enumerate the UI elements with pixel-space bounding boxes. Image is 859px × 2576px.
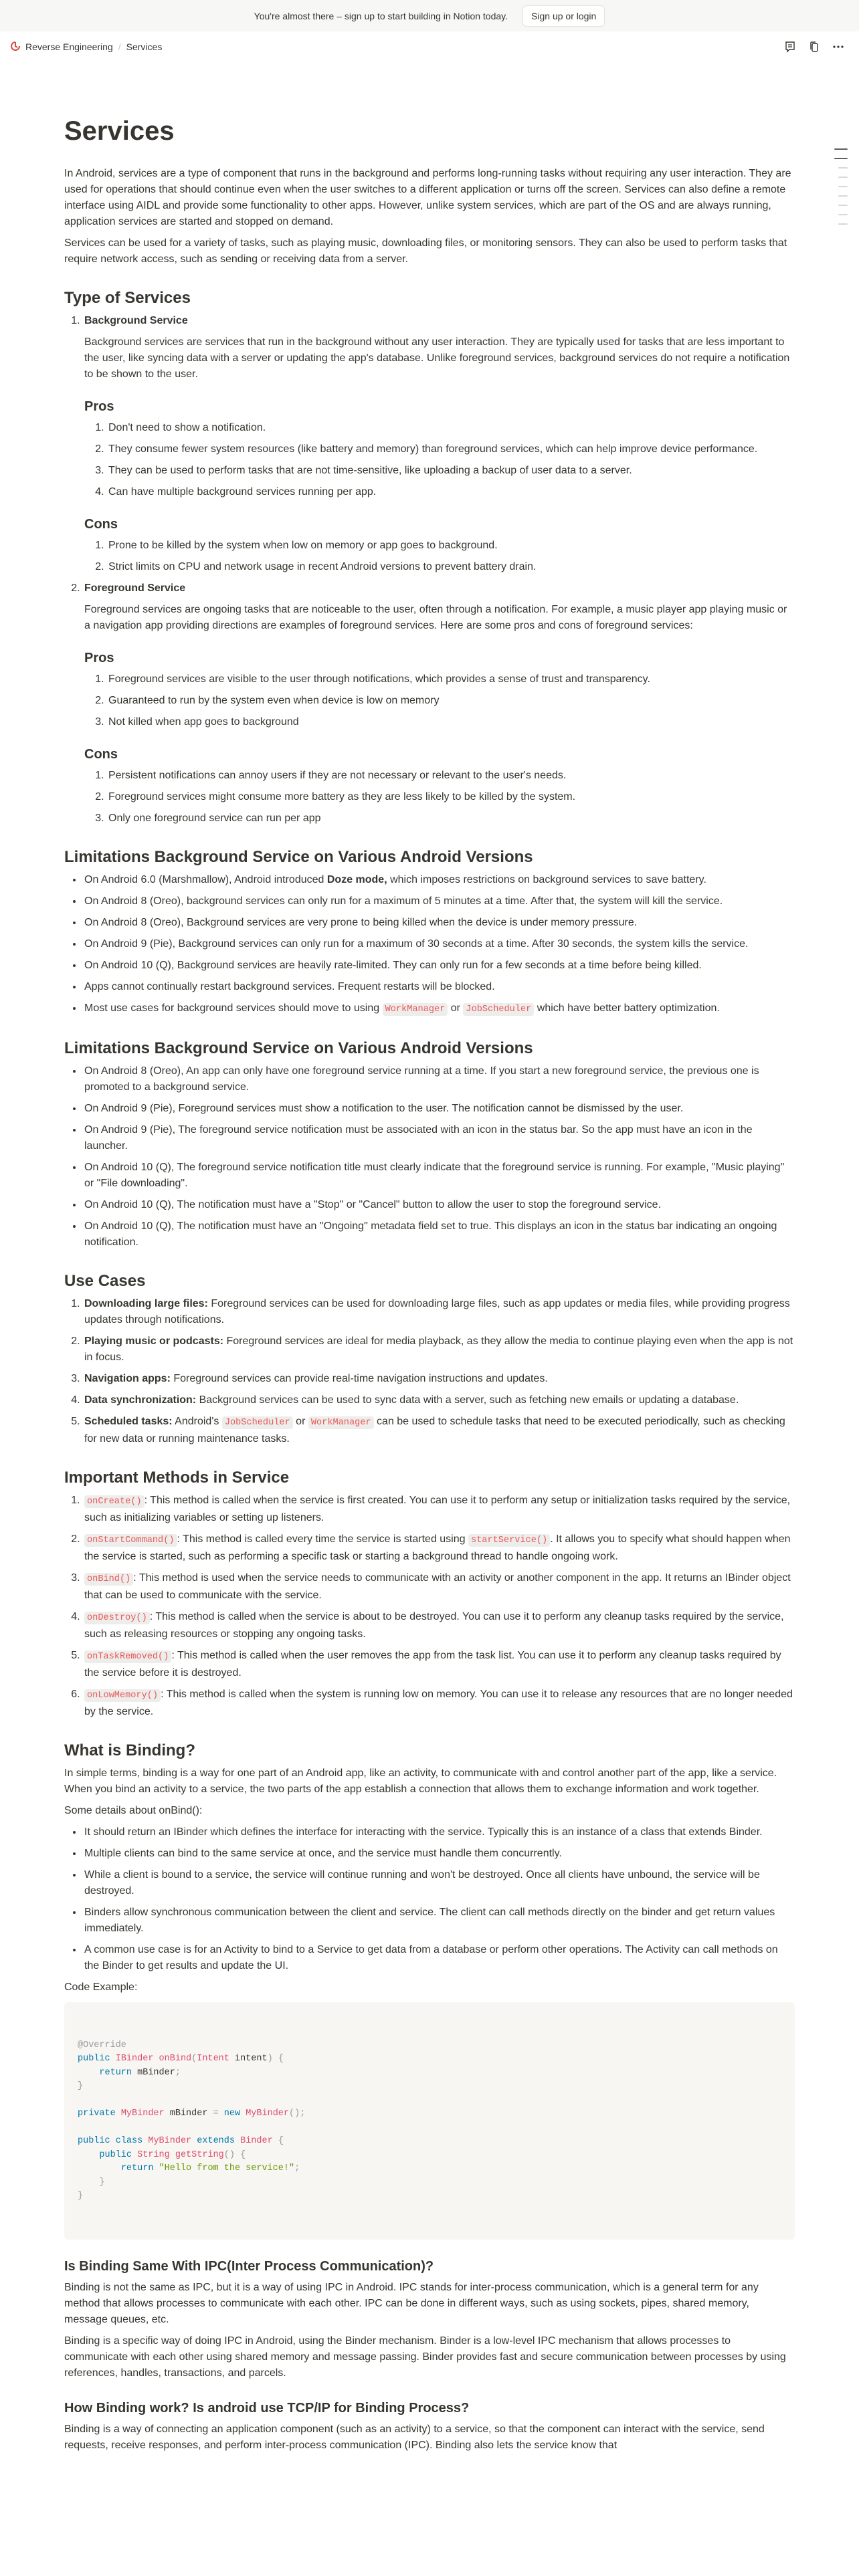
list-item <box>83 1824 795 1840</box>
list-item-text <box>84 1298 790 1325</box>
code-token <box>78 2163 121 2173</box>
inline-code: JobScheduler <box>463 1003 534 1016</box>
text-run: : This method is called when the service is first created. You can use it to perform any setup or initialization tasks required by the service, such as initializing variables or setting up listeners. <box>84 1495 791 1523</box>
paragraph <box>64 1979 795 1996</box>
inline-code: onDestroy() <box>84 1612 150 1624</box>
code-line <box>78 2135 773 2149</box>
code-token <box>273 2136 278 2146</box>
text-run: While a client is bound to a service, the service will continue running and won't be destroyed. Once all clients have unbound, the service will be destroyed. <box>84 1869 760 1897</box>
code-token: { <box>278 2054 284 2064</box>
code-token: { <box>240 2149 246 2160</box>
list-item <box>83 1905 795 1937</box>
list-item-text <box>84 1162 784 1189</box>
code-token: mBinder <box>164 2109 213 2119</box>
numbered-list <box>88 538 795 575</box>
code-token: String <box>137 2149 170 2160</box>
list-item-text <box>84 1103 683 1114</box>
code-token: MyBinder <box>246 2109 290 2119</box>
list-item-text <box>84 1572 791 1601</box>
list-item-text <box>108 791 575 802</box>
list-item <box>83 872 795 888</box>
list-item-text <box>84 1907 775 1934</box>
text-run: which imposes restrictions on background services to save battery. <box>387 874 706 885</box>
list-item <box>83 580 795 827</box>
code-token: new <box>223 2109 241 2119</box>
bulleted-list <box>64 1063 795 1251</box>
inline-code: onStartCommand() <box>84 1534 177 1547</box>
list-item <box>83 1000 795 1018</box>
list-item <box>83 313 795 575</box>
list-item-text <box>108 813 321 824</box>
text-run: Persistent notifications can annoy users if they are not necessary or relevant to the user's needs. <box>108 770 567 781</box>
code-token: ( <box>191 2054 197 2064</box>
list-item-text <box>84 1944 778 1971</box>
text-run: On Android 8 (Oreo), Background services are very prone to being killed when the device is under memory pressure. <box>84 917 638 928</box>
code-line <box>78 2080 773 2094</box>
text-run: Guaranteed to run by the system even when device is low on memory <box>108 695 440 706</box>
list-item-text <box>108 716 299 728</box>
text-run: : This method is called when the user removes the app from the task list. You can use it to perform any cleanup tasks required by the service before it is destroyed. <box>84 1650 781 1679</box>
text-run: : This method is called every time the service is started using <box>177 1533 468 1545</box>
code-token: public <box>78 2136 110 2146</box>
code-token: return <box>120 2163 154 2173</box>
bold-text: Playing music or podcasts: <box>84 1335 224 1347</box>
list-item-text <box>84 895 723 907</box>
toc-line[interactable] <box>838 205 848 206</box>
code-token: mBinder <box>132 2067 175 2078</box>
bold-text: Background Service <box>84 315 188 326</box>
numbered-list <box>64 313 795 827</box>
text-run: On Android 10 (Q), Background services are heavily rate-limited. They can only run for a few seconds at a time before being killed. <box>84 960 702 971</box>
text-run: On Android 9 (Pie), Background services can only run for a maximum of 30 seconds at a time. After 30 seconds, the system kills the service. <box>84 938 749 950</box>
text-run: Don't need to show a notification. <box>108 422 266 433</box>
list-item-text <box>84 917 637 928</box>
list-item-text <box>84 1848 562 1859</box>
comment-icon[interactable] <box>783 39 797 54</box>
code-token <box>78 2150 99 2160</box>
list-item <box>107 671 795 687</box>
top-bar <box>0 31 859 62</box>
code-token <box>132 2150 137 2160</box>
text-run: A common use case is for an Activity to bind to a Service to get data from a database or perform other operations. The Activity can call methods on the Binder to get results and update the UI. <box>84 1944 778 1971</box>
text-run: : This method is used when the service needs to communicate with an activity or another component in the app. It returns an IBinder object that can be used to communicate with the service. <box>84 1572 791 1601</box>
list-item <box>83 936 795 952</box>
signup-login-button[interactable]: Sign up or login <box>522 5 605 27</box>
code-token: { <box>278 2136 284 2146</box>
list-item <box>83 1296 795 1328</box>
list-item <box>83 1846 795 1862</box>
code-line <box>78 2149 773 2163</box>
numbered-list <box>64 1493 795 1720</box>
code-line <box>78 2107 773 2121</box>
code-line <box>78 2025 773 2039</box>
numbered-list <box>88 768 795 827</box>
paragraph <box>64 2280 795 2328</box>
page-title: Services <box>64 116 175 146</box>
text-run: Foreground services are visible to the user through notifications, which provides a sense of trust and transparency. <box>108 673 650 685</box>
paragraph <box>64 1765 795 1798</box>
list-item-text <box>108 561 536 572</box>
list-item-text <box>84 1533 791 1562</box>
code-line <box>78 2066 773 2080</box>
code-line <box>78 2052 773 2066</box>
list-item <box>107 768 795 784</box>
text-run: Most use cases for background services should move to using <box>84 1002 383 1014</box>
list-item <box>107 714 795 730</box>
text-run: Foreground services are ideal for media playback, as they allow the media to continue playing even when the app is not in focus. <box>84 1335 793 1363</box>
code-token: private <box>78 2109 116 2119</box>
list-item <box>83 1160 795 1192</box>
inline-code: onLowMemory() <box>84 1689 161 1702</box>
text-run: They consume fewer system resources (like battery and memory) than foreground services, which can help improve device performance. <box>108 443 758 455</box>
list-item-text <box>84 1220 777 1248</box>
breadcrumb-separator: / <box>118 41 121 52</box>
list-item <box>83 1392 795 1408</box>
list-item <box>83 893 795 909</box>
list-item <box>83 1867 795 1899</box>
paragraph <box>64 166 795 230</box>
more-icon[interactable] <box>831 39 846 54</box>
code-token <box>235 2150 240 2160</box>
text-run: In simple terms, binding is a way for one part of an Android app, like an activity, to communicate with and control another part of the app, like a service. When you bind an activity to a service, the two parts of the app establish a connection that allows them to exchange information and work together. <box>64 1767 777 1795</box>
code-token: public <box>78 2054 110 2064</box>
section-heading: Pros <box>84 399 114 414</box>
list-item <box>107 420 795 436</box>
breadcrumb <box>9 39 162 53</box>
text-run: Some details about onBind(): <box>64 1805 203 1816</box>
toc-line[interactable] <box>838 223 848 225</box>
toc-line[interactable] <box>838 167 848 169</box>
list-item <box>83 1333 795 1366</box>
text-run: Multiple clients can bind to the same service at once, and the service must handle them concurrently. <box>84 1848 562 1859</box>
code-token <box>219 2109 224 2119</box>
inline-code: JobScheduler <box>222 1416 293 1429</box>
code-line <box>78 2094 773 2108</box>
list-item <box>83 1570 795 1604</box>
banner-text: You're almost there – sign up to start building in Notion today. <box>254 10 508 21</box>
section-heading: Use Cases <box>64 1272 146 1290</box>
code-token: } <box>78 2191 84 2201</box>
list-item-text <box>84 1335 793 1363</box>
li-child-paragraph <box>84 602 795 634</box>
inline-code: onTaskRemoved() <box>84 1650 171 1663</box>
text-run: Foreground services can be used for downloading large files, such as app updates or media files, while providing progress updates through notifications. <box>84 1298 790 1325</box>
list-item <box>83 1122 795 1154</box>
duplicate-icon[interactable] <box>807 39 822 54</box>
text-run: which have better battery optimization. <box>534 1002 720 1014</box>
inline-code: startService() <box>468 1534 550 1547</box>
list-item <box>83 1197 795 1213</box>
toc-line[interactable] <box>834 148 848 150</box>
code-token <box>273 2054 278 2064</box>
list-item <box>83 1101 795 1117</box>
code-line <box>78 2189 773 2204</box>
code-token <box>116 2109 121 2119</box>
list-item <box>107 811 795 827</box>
list-item-text <box>84 874 706 885</box>
code-token: class <box>115 2136 143 2146</box>
list-item-text <box>84 981 495 992</box>
text-run: Binding is a way of connecting an application component (such as an activity) to a service, so that the component can interact with the service, send requests, receive responses, and perform inter-process communication (IPC). Binding also lets the service know that <box>64 2424 765 2451</box>
breadcrumb-page[interactable]: Services <box>126 41 163 52</box>
code-token: MyBinder <box>148 2136 192 2146</box>
paragraph <box>64 2422 795 2454</box>
text-run: On Android 10 (Q), The notification must have an "Ongoing" metadata field set to true. This displays an icon in the status bar indicating an ongoing notification. <box>84 1220 777 1248</box>
code-line <box>78 2204 773 2218</box>
list-item-text <box>108 673 650 685</box>
list-item-text <box>108 465 632 476</box>
code-token: () <box>223 2149 235 2160</box>
code-token: extends <box>197 2136 235 2146</box>
text-run: They can be used to perform tasks that are not time-sensitive, like uploading a backup of user data to a server. <box>108 465 632 476</box>
code-token: (); <box>289 2109 306 2119</box>
code-token <box>170 2150 175 2160</box>
list-item <box>107 484 795 500</box>
text-run: Background services can be used to sync data with a server, such as fetching new emails or updating a database. <box>196 1394 739 1406</box>
breadcrumb-workspace[interactable]: Reverse Engineering <box>25 41 113 52</box>
bold-text: Navigation apps: <box>84 1373 171 1384</box>
list-item <box>107 441 795 457</box>
section-heading: Type of Services <box>64 289 191 307</box>
code-token: getString <box>175 2149 224 2160</box>
inline-code: onCreate() <box>84 1495 145 1508</box>
text-run: On Android 8 (Oreo), An app can only have one foreground service running at a time. If you start a new foreground service, the previous one is promoted to a background service. <box>84 1065 759 1093</box>
code-token: intent <box>229 2054 268 2064</box>
workspace-logo-icon <box>9 39 21 53</box>
list-item-text <box>84 960 702 971</box>
code-token <box>78 2177 99 2187</box>
section-heading: Pros <box>84 651 114 665</box>
bold-text: Scheduled tasks: <box>84 1416 173 1427</box>
text-run: : This method is called when the service is about to be destroyed. You can use it to perform any cleanup tasks required by the service, such as releasing resources or stopping any ongoing tasks. <box>84 1611 784 1640</box>
list-item-text <box>108 695 439 706</box>
code-block[interactable] <box>64 2002 795 2240</box>
list-item <box>83 1942 795 1974</box>
text-run: : This method is called when the system is running low on memory. You can use it to release any resources that are no longer needed by the service. <box>84 1689 793 1717</box>
code-token: ; <box>175 2067 181 2078</box>
text-run: Android's <box>172 1416 222 1427</box>
section-heading: Cons <box>84 747 118 762</box>
text-run: On Android 9 (Pie), The foreground service notification must be associated with an icon in the status bar. So the app must have an icon in the launcher. <box>84 1124 753 1152</box>
text-run: On Android 6.0 (Marshmallow), Android introduced <box>84 874 327 885</box>
bold-text: Data synchronization: <box>84 1394 197 1406</box>
code-token <box>110 2054 116 2064</box>
list-item <box>83 1648 795 1681</box>
code-token: ; <box>294 2163 300 2173</box>
list-item-text <box>84 582 185 594</box>
text-run: Strict limits on CPU and network usage in recent Android versions to prevent battery drain. <box>108 561 537 572</box>
numbered-list <box>88 420 795 500</box>
text-run: On Android 10 (Q), The notification must have a "Stop" or "Cancel" button to allow the user to stop the foreground service. <box>84 1199 662 1210</box>
list-item-text <box>84 1416 785 1444</box>
list-item <box>83 958 795 974</box>
code-token <box>235 2136 240 2146</box>
code-token: } <box>99 2177 105 2187</box>
numbered-list <box>64 1296 795 1447</box>
list-item <box>107 538 795 554</box>
text-run: can be used to schedule tasks that need to be executed periodically, such as checking for new data or running maintenance tasks. <box>84 1416 785 1444</box>
text-run: Foreground services are ongoing tasks that are noticeable to the user, often through a notification. For example, a music player app playing music or a navigation app providing directions are examples of foreground services. Here are some pros and cons of foreground services: <box>84 604 787 631</box>
list-item <box>83 1063 795 1095</box>
list-item <box>83 1493 795 1526</box>
list-item-text <box>108 770 566 781</box>
code-token: = <box>213 2109 219 2119</box>
code-token: Binder <box>240 2136 273 2146</box>
text-run: Can have multiple background services running per app. <box>108 486 377 498</box>
code-token <box>240 2109 246 2119</box>
text-run: On Android 8 (Oreo), background services can only run for a maximum of 5 minutes at a time. After that, the system will kill the service. <box>84 895 723 907</box>
code-token <box>153 2054 159 2064</box>
code-token: Intent <box>197 2054 229 2064</box>
list-item-text <box>84 315 188 326</box>
list-item-text <box>84 1065 759 1093</box>
list-item <box>107 789 795 805</box>
paragraph <box>64 2333 795 2381</box>
code-line <box>78 2039 773 2053</box>
text-run: Services can be used for a variety of tasks, such as playing music, downloading files, or monitoring sensors. They can also be used to perform tasks that require network access, such as sending or receiving data from a server. <box>64 237 787 265</box>
section-heading: Is Binding Same With IPC(Inter Process Communication)? <box>64 2259 434 2274</box>
list-item-text <box>84 1199 661 1210</box>
code-token: public <box>99 2149 132 2160</box>
list-item <box>83 1531 795 1565</box>
list-item-text <box>108 443 757 455</box>
text-run: Binding is a specific way of doing IPC in Android, using the Binder mechanism. Binder is a low-level IPC mechanism that allows processes to communicate with each other using shared memory and message passing. Binder provides fast and secure communication between processes by using references, handles, transactions, and parcels. <box>64 2335 786 2379</box>
section-heading: What is Binding? <box>64 1741 195 1759</box>
code-token: ) <box>267 2054 273 2064</box>
list-item-text <box>84 1650 781 1679</box>
toc-line[interactable] <box>838 214 848 215</box>
list-item <box>83 1609 795 1642</box>
list-item-text <box>84 1495 790 1523</box>
code-token: } <box>78 2081 84 2091</box>
list-item-text <box>84 1394 739 1406</box>
list-item <box>107 693 795 709</box>
code-token: IBinder <box>115 2054 154 2064</box>
page-content <box>64 115 795 2459</box>
bulleted-list <box>64 1824 795 1974</box>
code-line <box>78 2176 773 2190</box>
code-token: "Hello from the service!" <box>159 2163 295 2173</box>
list-item-text <box>84 1826 763 1838</box>
text-run: On Android 10 (Q), The foreground service notification title must clearly indicate that the foreground service is running. For example, "Music playing" or "File downloading". <box>84 1162 785 1189</box>
list-item-text <box>84 1373 548 1384</box>
text-run: In Android, services are a type of component that runs in the background and performs long-running tasks without requiring any user interaction. They are used for operations that should continue even when the user switches to a different application or turns off the screen. Services can also define a remote interface using AIDL and provide some functionality to other apps. However, unlike system services, which are part of the OS and are always running, application services are started and stopped on demand. <box>64 168 791 227</box>
text-run: Not killed when app goes to background <box>108 716 299 728</box>
code-line <box>78 2121 773 2135</box>
toc-line[interactable] <box>838 177 848 178</box>
signup-banner <box>0 0 859 31</box>
list-item-text <box>84 1002 720 1014</box>
list-item-text <box>84 1869 760 1897</box>
list-item <box>83 1687 795 1720</box>
text-run: or <box>448 1002 464 1014</box>
li-child-paragraph <box>84 334 795 383</box>
list-item <box>83 1414 795 1447</box>
list-item <box>83 1218 795 1251</box>
code-token: return <box>99 2067 132 2078</box>
inline-code: WorkManager <box>308 1416 374 1429</box>
paragraph <box>64 1803 795 1819</box>
list-item-text <box>108 540 498 551</box>
text-run: On Android 9 (Pie), Foreground services must show a notification to the user. The notification cannot be dismissed by the user. <box>84 1103 684 1114</box>
inline-code: WorkManager <box>383 1003 448 1016</box>
text-run: Foreground services can provide real-time navigation instructions and updates. <box>170 1373 548 1384</box>
code-token <box>78 2068 99 2078</box>
bold-text: Foreground Service <box>84 582 186 594</box>
list-item <box>107 559 795 575</box>
section-heading: Cons <box>84 517 118 532</box>
bold-text: Downloading large files: <box>84 1298 208 1309</box>
list-item-text <box>84 1124 753 1152</box>
list-item <box>83 979 795 995</box>
text-run: Background services are services that run in the background without any user interaction. They are typically used for tasks that are less important to the user, like syncing data with a server or updating the app's database. Unlike foreground services, background services do not require a notification to be shown to the user. <box>84 336 790 380</box>
numbered-list <box>88 671 795 730</box>
list-item-text <box>84 1611 784 1640</box>
text-run: Code Example: <box>64 1981 138 1993</box>
code-token: onBind <box>159 2054 192 2064</box>
section-heading: How Binding work? Is android use TCP/IP for Binding Process? <box>64 2401 470 2416</box>
list-item <box>107 463 795 479</box>
list-item-text <box>84 1689 793 1717</box>
toc-line[interactable] <box>834 158 848 159</box>
code-token: MyBinder <box>120 2109 165 2119</box>
text-run: Prone to be killed by the system when low on memory or app goes to background. <box>108 540 498 551</box>
toc-line[interactable] <box>838 195 848 197</box>
code-token <box>153 2163 159 2173</box>
code-token: @Override <box>78 2040 126 2050</box>
text-run: or <box>292 1416 308 1427</box>
section-heading: Limitations Background Service on Various Android Versions <box>64 848 533 866</box>
list-item <box>83 915 795 931</box>
text-run: Apps cannot continually restart background services. Frequent restarts will be blocked. <box>84 981 495 992</box>
section-heading: Important Methods in Service <box>64 1469 290 1487</box>
code-token <box>110 2136 116 2146</box>
bulleted-list <box>64 872 795 1018</box>
inline-code: onBind() <box>84 1573 133 1586</box>
text-run: It should return an IBinder which defines the interface for interacting with the service. Typically this is an instance of a class that extends Binder. <box>84 1826 763 1838</box>
list-item <box>83 1371 795 1387</box>
text-run: Binders allow synchronous communication between the client and service. The client can call methods directly on the binder and get return values immediately. <box>84 1907 775 1934</box>
paragraph <box>64 235 795 267</box>
section-heading: Limitations Background Service on Various Android Versions <box>64 1039 533 1057</box>
toc-line[interactable] <box>838 186 848 187</box>
text-run: Foreground services might consume more battery as they are less likely to be killed by the system. <box>108 791 576 802</box>
table-of-contents-minimap[interactable] <box>833 148 848 233</box>
text-run: Only one foreground service can run per app <box>108 813 321 824</box>
code-line <box>78 2162 773 2176</box>
list-item-text <box>108 486 376 498</box>
text-run: Binding is not the same as IPC, but it is a way of using IPC in Android. IPC stands for inter-process communication, which is a general term for any method that allows processes to communicate with each other. IPC can be done in different ways, such as using sockets, pipes, shared memory, message queues, etc. <box>64 2282 759 2325</box>
list-item-text <box>84 938 748 950</box>
list-item-text <box>108 422 266 433</box>
text-run: . It allows you to specify what should happen when the service is started, such as performing a specific task or starting a background thread to handle ongoing work. <box>84 1533 791 1562</box>
bold-text: Doze mode, <box>326 874 387 885</box>
